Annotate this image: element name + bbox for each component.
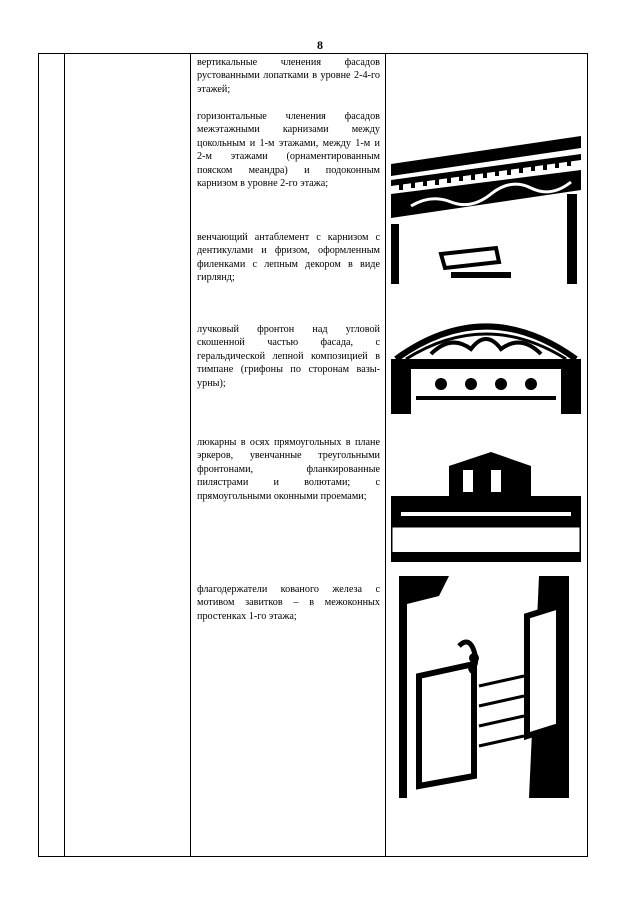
item-text-flag-holders: флагодержатели кованого железа с мотивом завитков – в межоконных простенках 1-го этажа;	[197, 584, 380, 622]
item-text-entablature: венчающий антаблемент с карнизом с дентикулами и фризом, оформленным филенками с лепным декором в виде гирлянд;	[197, 232, 380, 284]
item-text-pediment: лучковый фронтон над угловой скошенной частью фасада, с геральдической лепной композицией в тимпане (грифоны по сторонам вазы-урны);	[197, 324, 380, 389]
table-column-divider	[385, 54, 386, 856]
item-text-horizontal-divisions: горизонтальные членения фасадов межэтажными карнизами между цокольным и 1-м этажами, между 1-м и 2-м этажами (орнаментированным пояском меандра) и подоконным карнизом в уровне 2-го этажа;	[197, 111, 380, 190]
item-text-dormers: люкарны в осях прямоугольных в плане эркеров, увенчанные треугольными фронтонами, фланкированные пилястрами и волютами; с прямоугольными оконными проемами;	[197, 437, 380, 502]
pediment-photo	[391, 304, 581, 414]
cornice-photo	[391, 134, 581, 284]
flag-holder-photo	[399, 576, 569, 798]
page-number: 8	[317, 38, 323, 52]
item-text-vertical-divisions: вертикальные членения фасадов рустованными лопатками в уровне 2-4-го этажей;	[197, 57, 380, 95]
table-column-divider	[64, 54, 65, 856]
dormer-photo	[391, 452, 581, 562]
table-column-divider	[190, 54, 191, 856]
document-table	[38, 53, 588, 857]
